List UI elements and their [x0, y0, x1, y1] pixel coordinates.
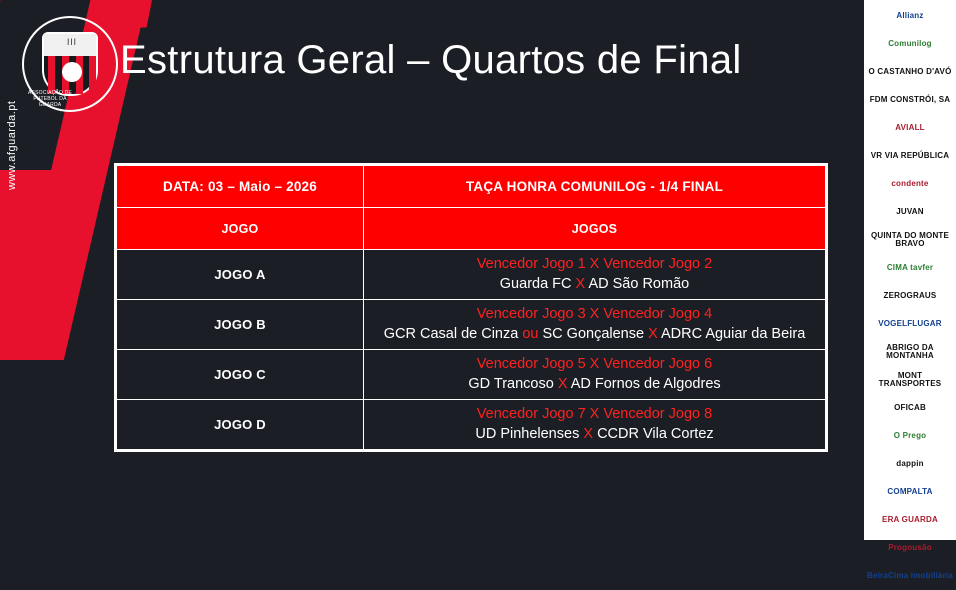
versus-c: X	[557, 375, 568, 392]
sponsor-logo	[864, 170, 956, 198]
team-away-d: CCDR Vila Cortez	[597, 425, 714, 442]
sponsor-logo	[864, 282, 956, 310]
winners-line-b: Vencedor Jogo 3 X Vencedor Jogo 4	[476, 305, 713, 322]
team-mid-b: SC Gonçalense	[542, 325, 645, 342]
sponsor-name: Progousão	[888, 542, 932, 552]
sponsor-name: AVIALL	[895, 122, 925, 132]
sponsor-logo	[864, 310, 956, 338]
football-icon	[62, 62, 82, 82]
sponsor-logo	[864, 422, 956, 450]
team-home-b: GCR Casal de Cinza	[383, 325, 519, 342]
team-home-a: Guarda FC	[499, 275, 572, 292]
table-header-row	[117, 166, 826, 208]
sponsor-logo	[864, 478, 956, 506]
match-cell-b	[364, 300, 826, 350]
winners-line-a: Vencedor Jogo 1 X Vencedor Jogo 2	[476, 255, 713, 272]
table-row	[117, 300, 826, 350]
header-competition: TAÇA HONRA COMUNILOG - 1/4 FINAL	[364, 166, 826, 208]
sponsor-name: ERA GUARDA	[882, 514, 938, 524]
sponsor-name: MONT TRANSPORTES	[878, 370, 942, 388]
table-row	[117, 250, 826, 300]
crest-label: ASSOCIAÇÃO DE FUTEBOL DA GUARDA	[28, 90, 72, 108]
sponsor-logo	[864, 86, 956, 114]
subheader-jogo: JOGO	[117, 208, 364, 250]
sponsor-name: BeiraCima Imobiliária	[866, 570, 953, 580]
sponsor-logo	[864, 114, 956, 142]
club-crest	[22, 16, 118, 112]
subheader-jogos: JOGOS	[364, 208, 826, 250]
sponsor-name: Comunilog	[888, 38, 932, 48]
team-away-a: AD São Romão	[588, 275, 690, 292]
team-away-c: AD Fornos de Algodres	[570, 375, 721, 392]
sponsor-name: Allianz	[896, 10, 924, 20]
team-away-b: ADRC Aguiar da Beira	[661, 325, 806, 342]
table-row	[117, 400, 826, 450]
match-cell-c	[364, 350, 826, 400]
sponsor-name: condente	[891, 178, 929, 188]
sponsor-name: VR VIA REPÚBLICA	[870, 150, 950, 160]
sponsor-name: OFICAB	[894, 402, 926, 412]
sponsor-logo	[864, 254, 956, 282]
sponsor-logo	[864, 534, 956, 562]
castle-icon: ǀǀǀ	[66, 37, 77, 47]
versus-d: X	[583, 425, 594, 442]
match-cell-a	[364, 250, 826, 300]
teams-line-d	[370, 425, 819, 445]
sponsor-logo	[864, 366, 956, 394]
sponsor-name: O CASTANHO D'AVÓ	[868, 66, 952, 76]
sponsor-name: CIMA tavfer	[886, 262, 934, 272]
sponsor-logo	[864, 30, 956, 58]
row-label-b: JOGO B	[117, 300, 364, 350]
sponsor-logo	[864, 506, 956, 534]
teams-line-a	[370, 275, 819, 295]
sponsor-logo	[864, 226, 956, 254]
alternative-b: ou	[522, 325, 539, 342]
crest-shield	[42, 32, 98, 96]
bracket-table	[114, 163, 828, 452]
sponsor-name: JUVAN	[896, 206, 924, 216]
sponsor-name: QUINTA DO MONTE BRAVO	[870, 230, 950, 248]
sponsor-name: O Prego	[893, 430, 927, 440]
sponsor-name: FDM CONSTRÓI, SA	[869, 94, 951, 104]
page-title: Estrutura Geral – Quartos de Final	[120, 38, 742, 82]
row-label-a: JOGO A	[117, 250, 364, 300]
sponsor-logo	[864, 2, 956, 30]
teams-line-b	[370, 325, 819, 345]
website-url: www.afguarda.pt	[6, 100, 18, 190]
sponsor-logo	[864, 394, 956, 422]
header-date: DATA: 03 – Maio – 2026	[117, 166, 364, 208]
crest-top-band	[44, 34, 96, 56]
sponsor-logo	[864, 562, 956, 590]
team-home-d: UD Pinhelenses	[475, 425, 580, 442]
sponsor-logo	[864, 142, 956, 170]
winners-line-c: Vencedor Jogo 5 X Vencedor Jogo 6	[476, 355, 713, 372]
winners-line-d: Vencedor Jogo 7 X Vencedor Jogo 8	[476, 405, 713, 422]
sponsor-name: ABRIGO DA MONTANHA	[886, 342, 934, 360]
sponsor-name: ZEROGRAUS	[883, 290, 937, 300]
sponsor-sidebar	[864, 0, 956, 580]
sponsor-logo	[864, 198, 956, 226]
match-cell-d	[364, 400, 826, 450]
sponsor-logo	[864, 338, 956, 366]
table-row	[117, 350, 826, 400]
sponsor-logo	[864, 58, 956, 86]
table-subheader-row	[117, 208, 826, 250]
sponsor-name: dappin	[896, 458, 924, 468]
row-label-d: JOGO D	[117, 400, 364, 450]
versus-b: X	[648, 325, 658, 342]
row-label-c: JOGO C	[117, 350, 364, 400]
versus-a: X	[575, 275, 586, 292]
sponsor-logo	[864, 450, 956, 478]
teams-line-c	[370, 375, 819, 395]
sponsor-name: COMPALTA	[887, 486, 933, 496]
team-home-c: GD Trancoso	[468, 375, 554, 392]
sponsor-name: VOGELFLUGAR	[878, 318, 942, 328]
